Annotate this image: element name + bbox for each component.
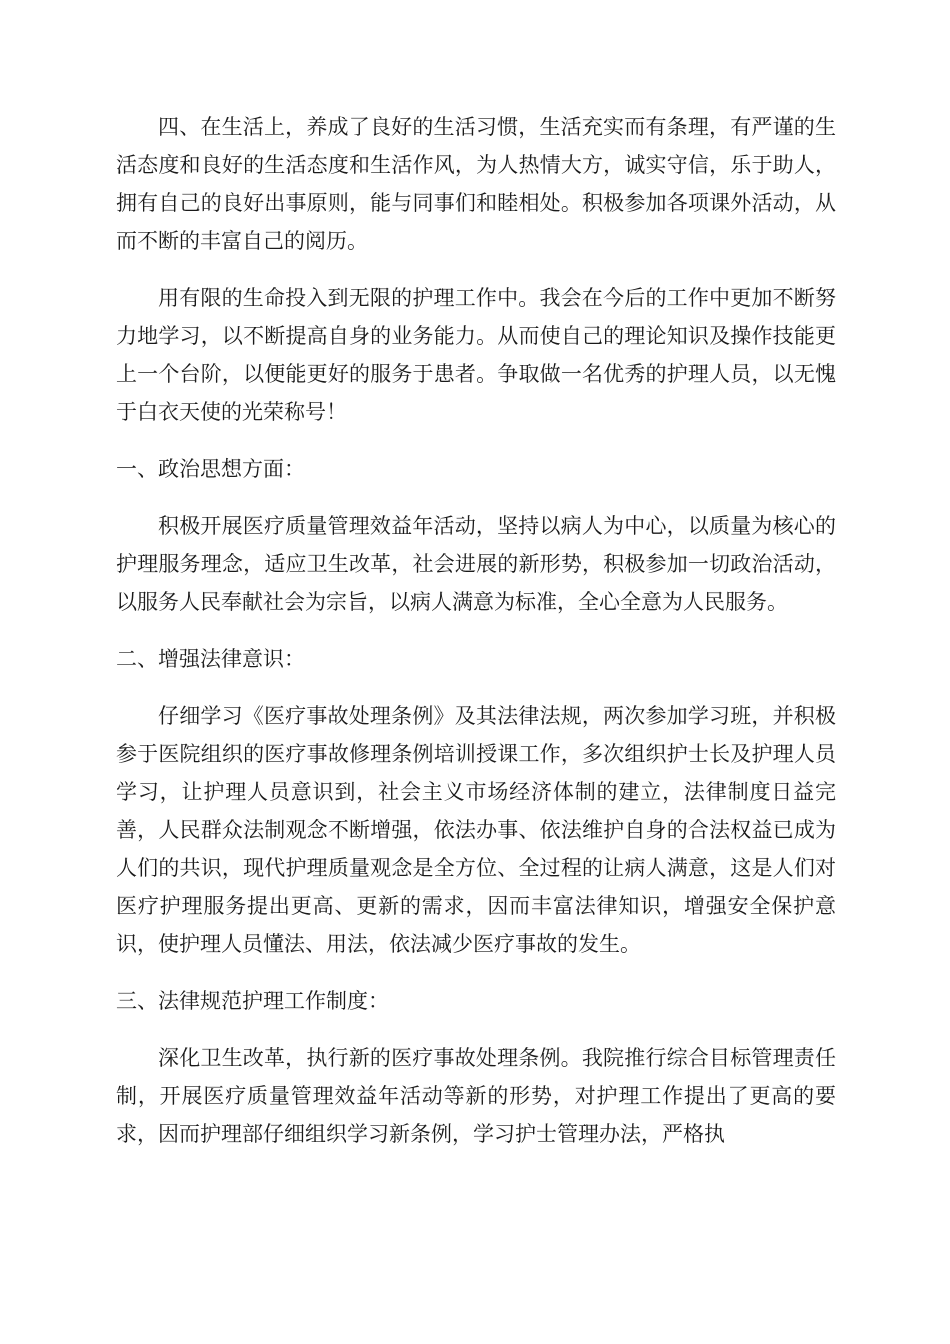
- section-heading-political-thought: 一、政治思想方面：: [116, 457, 305, 481]
- paragraph-career-pledge: 用有限的生命投入到无限的护理工作中。我会在今后的工作中更加不断努力地学习，以不断提高自身的业务能力。从而使自己的理论知识及操作技能更上一个台阶，以便能更好的服务于患者。争取做一名优秀的护理人员，以无愧于白衣天使的光荣称号！: [116, 286, 836, 424]
- paragraph-political-thought: 积极开展医疗质量管理效益年活动，坚持以病人为中心，以质量为核心的护理服务理念，适应卫生改革，社会进展的新形势，积极参加一切政治活动，以服务人民奉献社会为宗旨，以病人满意为标准，全心全意为人民服务。: [116, 514, 836, 614]
- paragraph-legal-awareness: 仔细学习《医疗事故处理条例》及其法律法规，两次参加学习班，并积极参于医院组织的医疗事故修理条例培训授课工作，多次组织护士长及护理人员学习，让护理人员意识到，社会主义市场经济体制的建立，法律制度日益完善，人民群众法制观念不断增强，依法办事、依法维护自身的合法权益已成为人们的共识，现代护理质量观念是全方位、全过程的让病人满意，这是人们对医疗护理服务提出更高、更新的需求，因而丰富法律知识，增强安全保护意识，使护理人员懂法、用法，依法减少医疗事故的发生。: [116, 704, 836, 956]
- section-heading-legal-awareness: 二、增强法律意识：: [116, 647, 305, 671]
- paragraph-life-habits: 四、在生活上，养成了良好的生活习惯，生活充实而有条理，有严谨的生活态度和良好的生活态度和生活作风，为人热情大方，诚实守信，乐于助人，拥有自己的良好出事原则，能与同事们和睦相处。积极参加各项课外活动，从而不断的丰富自己的阅历。: [116, 115, 836, 253]
- document-body: [116, 108, 836, 1172]
- section-heading-legal-norms: 三、法律规范护理工作制度：: [116, 989, 389, 1013]
- paragraph-legal-norms: 深化卫生改革，执行新的医疗事故处理条例。我院推行综合目标管理责任制，开展医疗质量管理效益年活动等新的形势，对护理工作提出了更高的要求，因而护理部仔细组织学习新条例，学习护士管理办法，严格执: [116, 1046, 836, 1146]
